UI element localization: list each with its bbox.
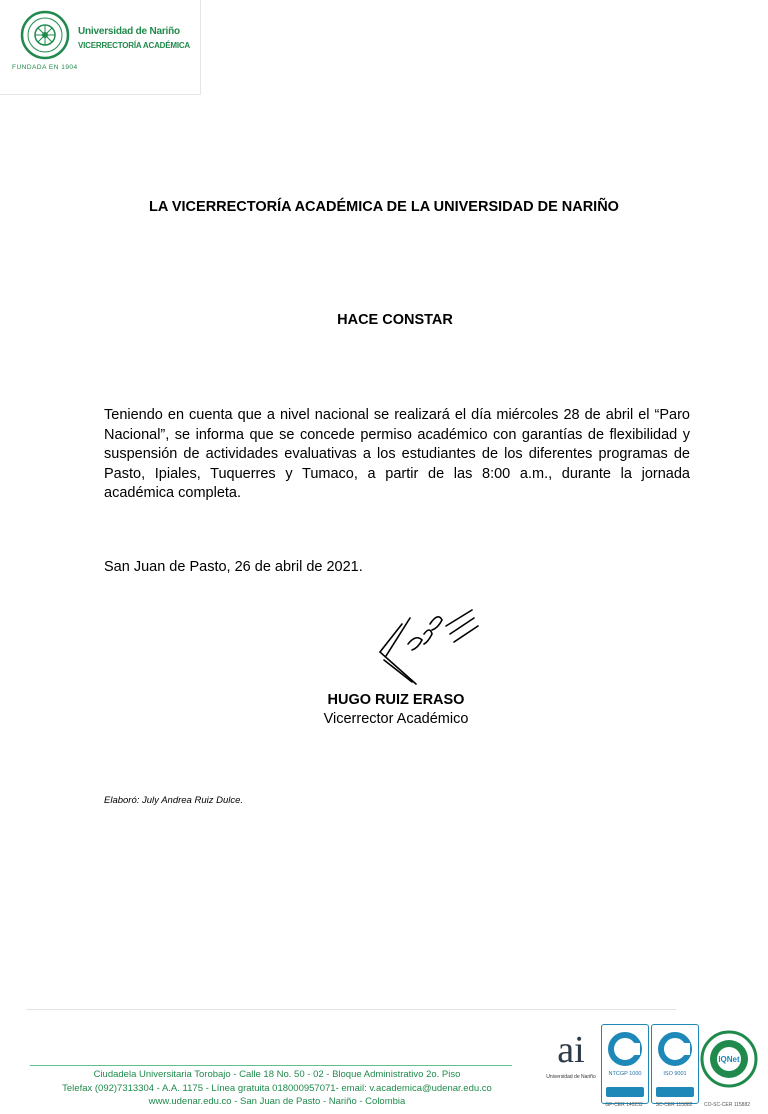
cert1-band bbox=[606, 1087, 644, 1097]
ntcgp-certification-badge bbox=[601, 1024, 649, 1104]
cert2-label: ISO 9001 bbox=[663, 1071, 687, 1077]
icontec-logo-icon bbox=[652, 1029, 698, 1069]
university-name-main: Nariño bbox=[149, 26, 180, 37]
ai-logo-text: ai bbox=[557, 1029, 585, 1071]
footer-contact: Telefax (092)7313304 - A.A. 1175 - Línea gratuita 018000957071- email: v.academica@udenar.edu.co bbox=[62, 1083, 492, 1094]
ai-accreditation-logo bbox=[543, 1028, 599, 1094]
iso-certification-badge bbox=[651, 1024, 699, 1104]
footer-divider-top bbox=[26, 1009, 676, 1010]
cert2-band bbox=[656, 1087, 694, 1097]
signer-role: Vicerrector Académico bbox=[323, 711, 469, 727]
cert1-code: GP-CER 140232 bbox=[605, 1102, 643, 1108]
cert3-code: CO-SC-CER 115882 bbox=[703, 1102, 751, 1108]
founded-label: FUNDADA EN 1904 bbox=[12, 64, 78, 71]
university-prefix: Universidad de bbox=[78, 26, 147, 37]
prepared-by: Elaboró: July Andrea Ruiz Dulce. bbox=[104, 795, 244, 806]
department-name: VICERRECTORÍA ACADÉMICA bbox=[78, 41, 190, 50]
document-title: LA VICERRECTORÍA ACADÉMICA DE LA UNIVERSIDAD DE NARIÑO bbox=[149, 199, 619, 215]
letterhead bbox=[0, 0, 201, 95]
footer-address: Ciudadela Universitaria Torobajo - Calle 18 No. 50 - 02 - Bloque Administrativo 2o. Piso bbox=[93, 1069, 461, 1080]
ai-logo-caption: Universidad de Nariño bbox=[546, 1074, 596, 1080]
cert1-label: NTCGP 1000 bbox=[608, 1071, 642, 1077]
icontec-logo-icon bbox=[602, 1029, 648, 1069]
cert2-code: SC-CER 115882 bbox=[655, 1102, 693, 1108]
document-body: Teniendo en cuenta que a nivel nacional se realizará el día miércoles 28 de abril el “Paro Nacional”, se informa que se concede permiso académico con garantías de flexibilidad y suspensión de actividades evaluativas a los estudiantes de los diferentes programas de Pasto, Ipiales, Tuquerres y Tumaco, a partir de las 8:00 a.m., durante la jornada académica completa. bbox=[104, 407, 690, 501]
university-seal-icon bbox=[20, 10, 70, 60]
handwritten-signature bbox=[372, 604, 482, 688]
footer-divider bbox=[30, 1065, 512, 1066]
university-name bbox=[78, 26, 180, 37]
iqnet-certification-badge bbox=[700, 1030, 758, 1088]
place-date: San Juan de Pasto, 26 de abril de 2021. bbox=[104, 559, 363, 575]
footer-website: www.udenar.edu.co - San Juan de Pasto - Nariño - Colombia bbox=[148, 1096, 406, 1107]
iqnet-label: IQNet bbox=[718, 1055, 740, 1064]
document-subtitle: HACE CONSTAR bbox=[337, 312, 453, 328]
signer-name: HUGO RUIZ ERASO bbox=[327, 692, 465, 708]
